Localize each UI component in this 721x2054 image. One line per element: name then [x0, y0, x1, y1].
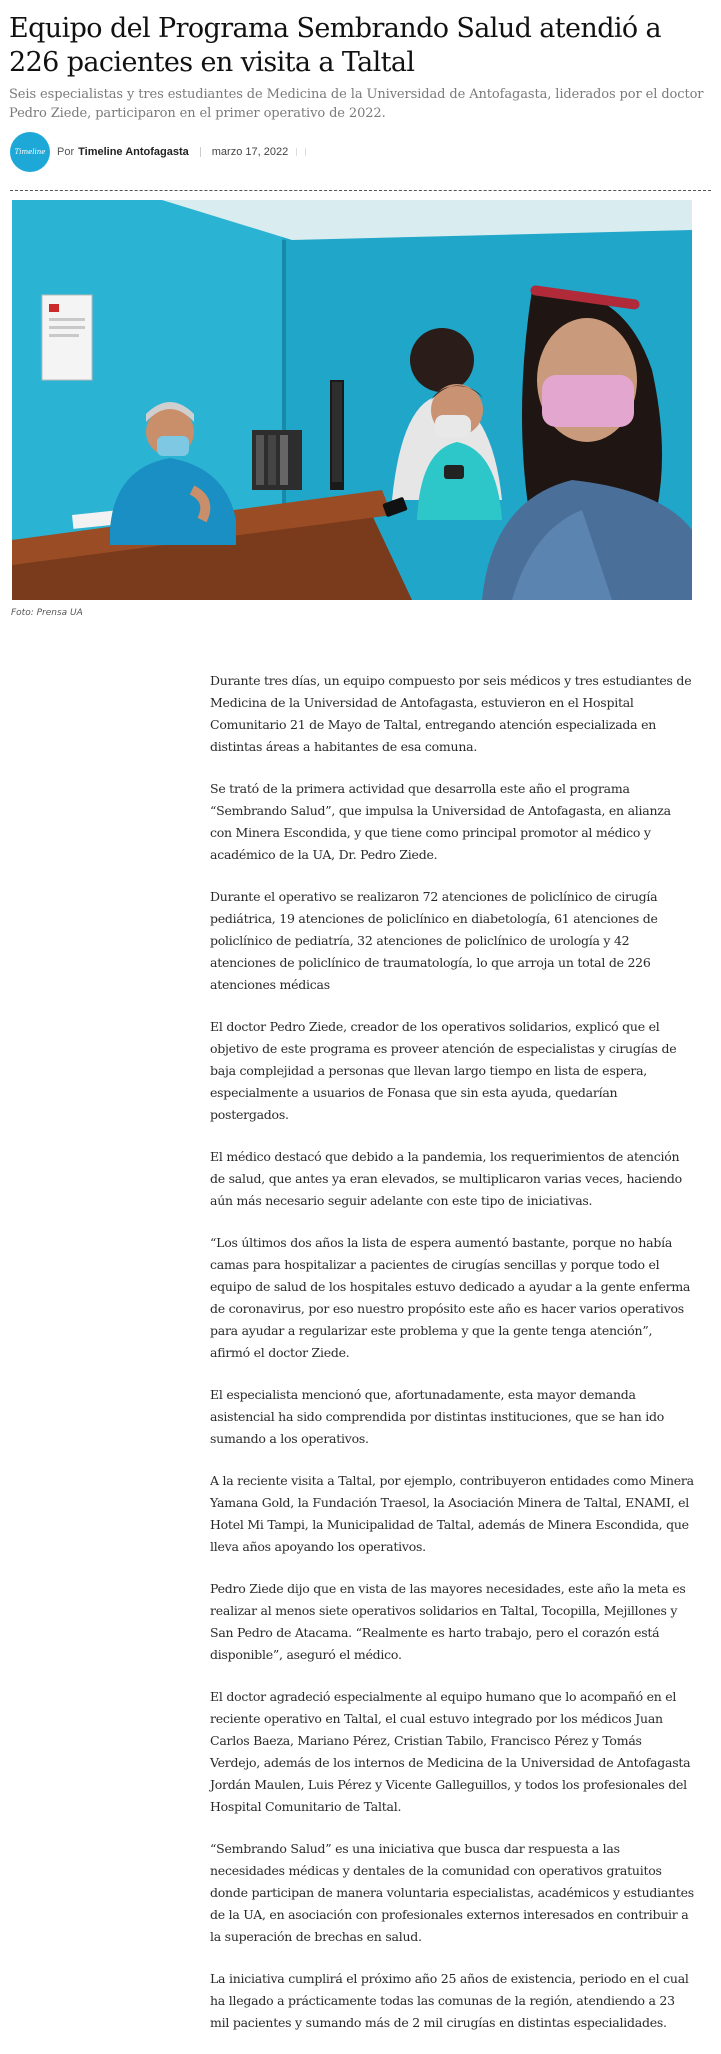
image-caption: Foto: Prensa UA	[11, 608, 83, 618]
publish-date: marzo 17, 2022	[211, 146, 289, 158]
paragraph: El doctor agradeció especialmente al equipo humano que lo acompañó en el reciente operativo en Taltal, el cual estuvo integrado por los médicos Juan Carlos Baeza, Mariano Pérez, Cristian Tabilo, Francisco Pérez y Tomás Verdejo, además de los internos de Medicina de la Universidad de Antofagasta Jordán Maulen, Luis Pérez y Vicente Galleguillos, y todos los profesionales del Hospital Comunitario de Taltal.	[210, 1689, 691, 1814]
byline-prefix: Por	[57, 146, 75, 158]
header-divider	[10, 190, 711, 191]
author-link[interactable]: Timeline Antofagasta	[78, 146, 189, 158]
author-avatar[interactable]	[10, 132, 50, 172]
paragraph: Pedro Ziede dijo que en vista de las mayores necesidades, este año la meta es realizar al menos siete operativos solidarios en Taltal, Tocopilla, Mejillones y San Pedro de Atacama. “Realmente es harto trabajo, pero el corazón está disponible”, aseguró el médico.	[210, 1581, 686, 1662]
paragraph: A la reciente visita a Taltal, por ejemplo, contribuyeron entidades como Minera Yamana Gold, la Fundación Traesol, la Asociación Minera de Taltal, ENAMI, el Hotel Mi Tampi, la Municipalidad de Taltal, además de Minera Escondida, que lleva años apoyando los operativos.	[210, 1473, 694, 1554]
photo-of-doctor-and-patients-icon	[12, 200, 692, 600]
byline-divider	[200, 147, 201, 157]
paragraph: La iniciativa cumplirá el próximo año 25 años de existencia, periodo en el cual ha llegado a prácticamente todas las comunas de la región, atendiendo a 23 mil pacientes y sumando más de 2 mil cirugías en distintas especialidades.	[210, 1971, 689, 2030]
paragraph: El doctor Pedro Ziede, creador de los operativos solidarios, explicó que el objetivo de este programa es proveer atención de especialistas y cirugías de baja complejidad a personas que llevan largo tiempo en lista de espera, especialmente a usuarios de Fonasa que sin esta ayuda, quedarían postergados.	[210, 1019, 677, 1122]
article-header	[9, 12, 709, 123]
featured-image	[12, 200, 692, 600]
paragraph: Durante tres días, un equipo compuesto por seis médicos y tres estudiantes de Medicina de la Universidad de Antofagasta, estuvieron en el Hospital Comunitario 21 de Mayo de Taltal, entregando atención especializada en distintas áreas a habitantes de esa comuna.	[210, 673, 692, 754]
byline	[10, 131, 306, 173]
article-subtitle: Seis especialistas y tres estudiantes de Medicina de la Universidad de Antofagasta, liderados por el doctor Pedro Ziede, participaron en el primer operativo de 2022.	[9, 87, 704, 121]
article-body	[210, 670, 695, 2054]
paragraph: El especialista mencionó que, afortunadamente, esta mayor demanda asistencial ha sido comprendida por distintas instituciones, que se han ido sumando a los operativos.	[210, 1387, 665, 1446]
byline-divider	[305, 148, 306, 156]
article-title: Equipo del Programa Sembrando Salud atendió a 226 pacientes en visita a Taltal	[9, 13, 662, 78]
paragraph: “Sembrando Salud” es una iniciativa que busca dar respuesta a las necesidades médicas y dentales de la comunidad con operativos gratuitos donde participan de manera voluntaria especialistas, académicos y estudiantes de la UA, en asociación con profesionales externos interesados en contribuir a la superación de brechas en salud.	[210, 1841, 694, 1944]
paragraph: Durante el operativo se realizaron 72 atenciones de policlínico de cirugía pediátrica, 19 atenciones de policlínico en diabetología, 61 atenciones de policlínico de pediatría, 32 atenciones de policlínico de urología y 42 atenciones de policlínico de traumatología, lo que arroja un total de 226 atenciones médicas	[210, 889, 658, 992]
avatar-label: Timeline	[14, 148, 46, 156]
paragraph: Se trató de la primera actividad que desarrolla este año el programa “Sembrando Salud”, que impulsa la Universidad de Antofagasta, en alianza con Minera Escondida, y que tiene como principal promotor al médico y académico de la UA, Dr. Pedro Ziede.	[210, 781, 671, 862]
paragraph: El médico destacó que debido a la pandemia, los requerimientos de atención de salud, que antes ya eran elevados, se multiplicaron varias veces, haciendo aún más necesario seguir adelante con este tipo de iniciativas.	[210, 1149, 682, 1208]
byline-divider	[296, 148, 297, 156]
paragraph: “Los últimos dos años la lista de espera aumentó bastante, porque no había camas para hospitalizar a pacientes de cirugías sencillas y porque todo el equipo de salud de los hospitales estuvo dedicado a ayudar a la gente enferma de coronavirus, por eso nuestro propósito este año es hacer varios operativos para ayudar a regularizar este problema y que la gente tenga atención”, afirmó el doctor Ziede.	[210, 1235, 691, 1360]
